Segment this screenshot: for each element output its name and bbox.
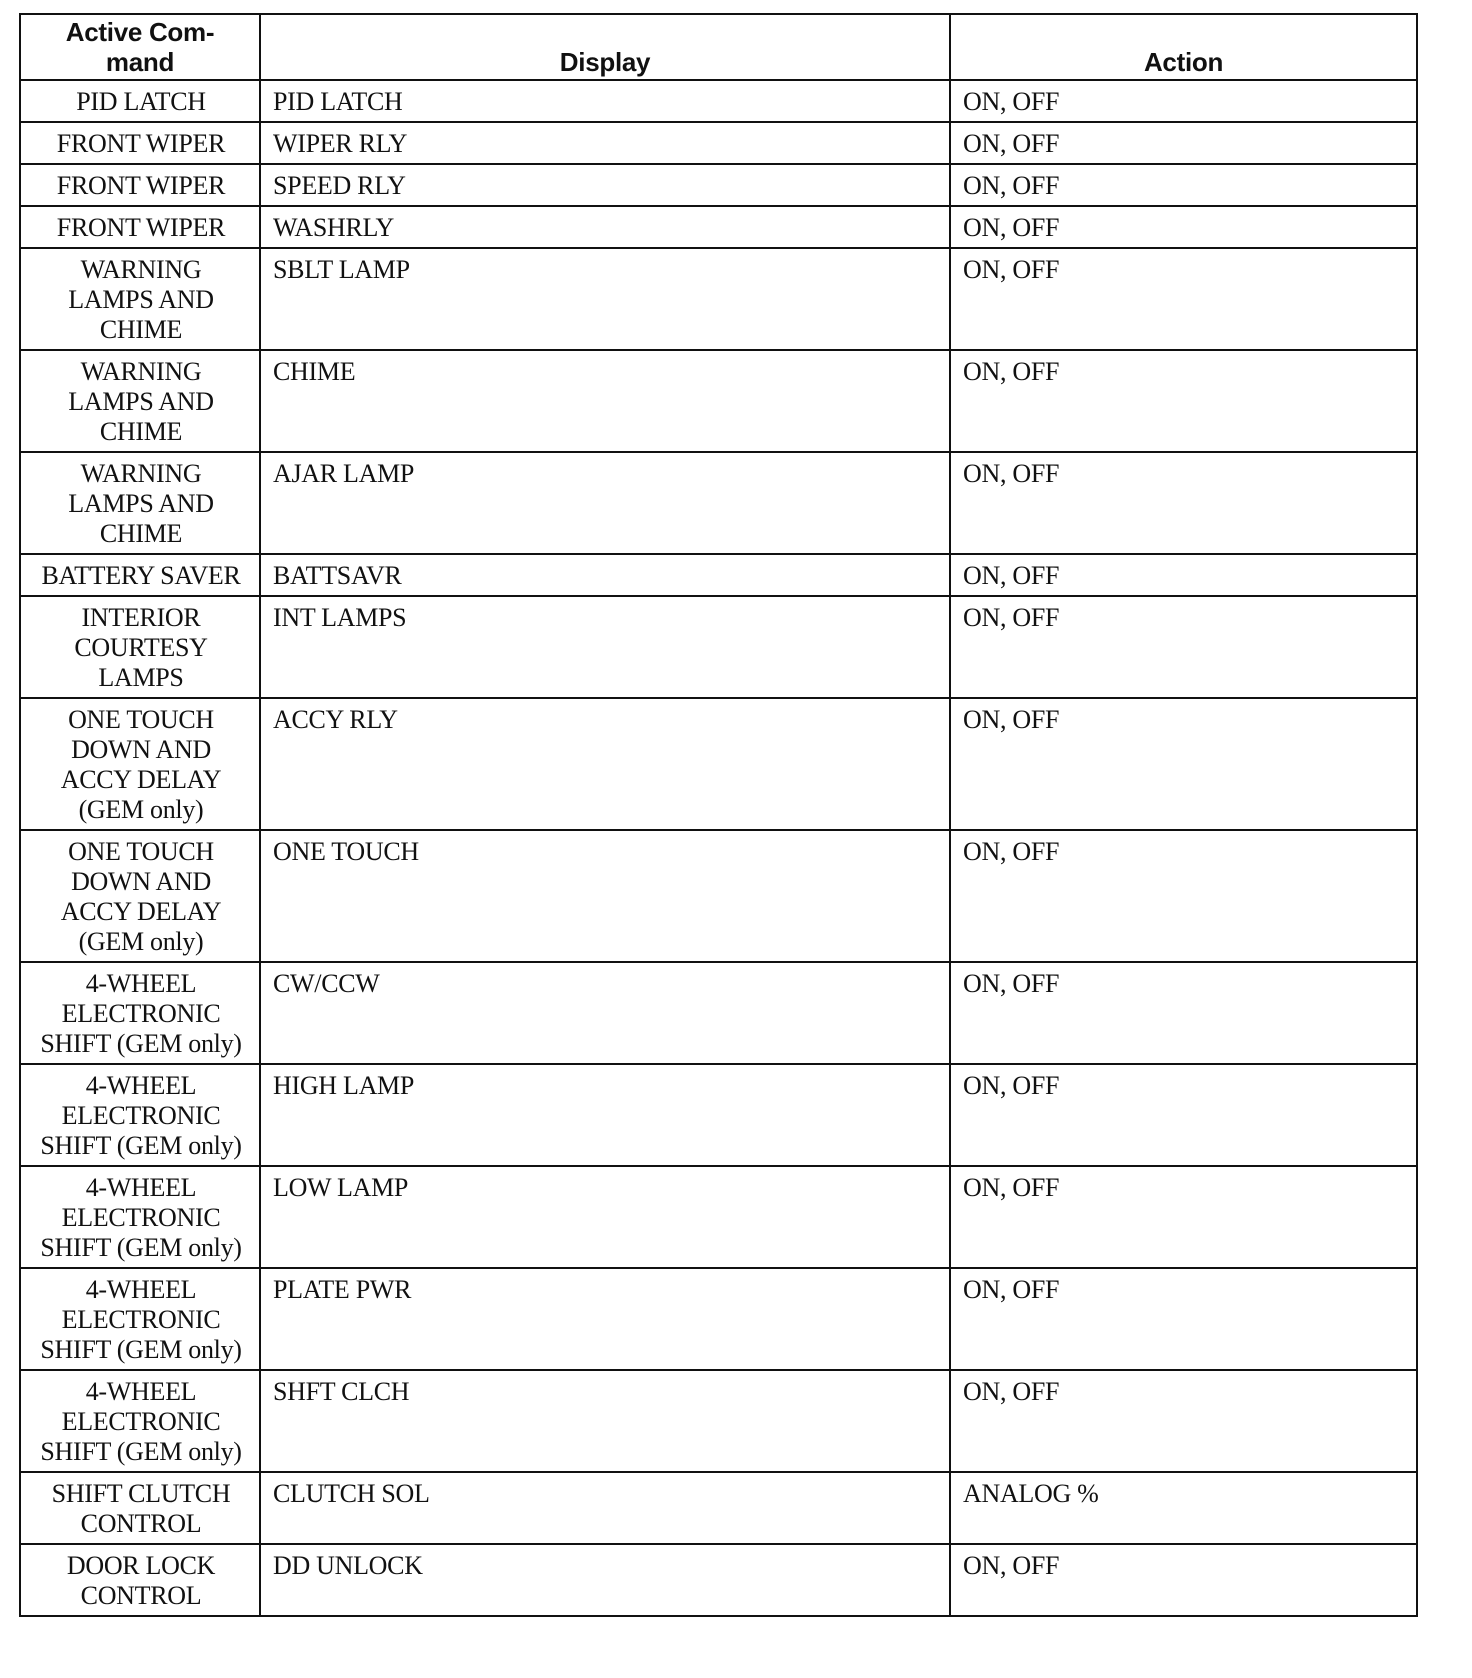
cell-action: ON, OFF	[950, 452, 1417, 554]
cell-action: ON, OFF	[950, 122, 1417, 164]
cell-display: LOW LAMP	[260, 1166, 950, 1268]
cell-action: ON, OFF	[950, 350, 1417, 452]
table-row	[20, 554, 1417, 596]
header-display: Display	[260, 14, 950, 80]
table-row	[20, 698, 1417, 830]
header-active-command: Active Com- mand	[20, 14, 260, 80]
header-action: Action	[950, 14, 1417, 80]
table-row	[20, 350, 1417, 452]
cell-display: WIPER RLY	[260, 122, 950, 164]
cell-command: PID LATCH	[20, 80, 260, 122]
cell-display: INT LAMPS	[260, 596, 950, 698]
table-row	[20, 1268, 1417, 1370]
cell-command: 4-WHEEL ELECTRONIC SHIFT (GEM only)	[20, 1268, 260, 1370]
cell-action: ON, OFF	[950, 164, 1417, 206]
cell-command: FRONT WIPER	[20, 164, 260, 206]
table-row	[20, 80, 1417, 122]
cell-command: WARNING LAMPS AND CHIME	[20, 350, 260, 452]
table-row	[20, 962, 1417, 1064]
cell-command: ONE TOUCH DOWN AND ACCY DELAY (GEM only)	[20, 830, 260, 962]
header-row	[20, 14, 1417, 80]
cell-command: BATTERY SAVER	[20, 554, 260, 596]
cell-command: INTERIOR COURTESY LAMPS	[20, 596, 260, 698]
cell-command: DOOR LOCK CONTROL	[20, 1544, 260, 1616]
table-row	[20, 452, 1417, 554]
cell-command: FRONT WIPER	[20, 122, 260, 164]
cell-action: ON, OFF	[950, 554, 1417, 596]
cell-command: FRONT WIPER	[20, 206, 260, 248]
table-row	[20, 206, 1417, 248]
cell-action: ON, OFF	[950, 1544, 1417, 1616]
cell-action: ON, OFF	[950, 1166, 1417, 1268]
cell-action: ON, OFF	[950, 1064, 1417, 1166]
table-row	[20, 830, 1417, 962]
cell-display: SPEED RLY	[260, 164, 950, 206]
active-command-table	[19, 13, 1418, 1617]
cell-command: WARNING LAMPS AND CHIME	[20, 452, 260, 554]
cell-action: ON, OFF	[950, 206, 1417, 248]
table-row	[20, 1544, 1417, 1616]
cell-display: HIGH LAMP	[260, 1064, 950, 1166]
cell-action: ON, OFF	[950, 962, 1417, 1064]
cell-action: ON, OFF	[950, 698, 1417, 830]
cell-action: ON, OFF	[950, 1370, 1417, 1472]
cell-display: AJAR LAMP	[260, 452, 950, 554]
table-row	[20, 1166, 1417, 1268]
cell-display: PLATE PWR	[260, 1268, 950, 1370]
cell-display: DD UNLOCK	[260, 1544, 950, 1616]
cell-action: ANALOG %	[950, 1472, 1417, 1544]
cell-command: ONE TOUCH DOWN AND ACCY DELAY (GEM only)	[20, 698, 260, 830]
cell-action: ON, OFF	[950, 830, 1417, 962]
cell-action: ON, OFF	[950, 1268, 1417, 1370]
cell-display: CW/CCW	[260, 962, 950, 1064]
table-row	[20, 596, 1417, 698]
cell-command: 4-WHEEL ELECTRONIC SHIFT (GEM only)	[20, 1370, 260, 1472]
table-row	[20, 248, 1417, 350]
table-row	[20, 164, 1417, 206]
cell-display: SBLT LAMP	[260, 248, 950, 350]
cell-action: ON, OFF	[950, 596, 1417, 698]
cell-display: PID LATCH	[260, 80, 950, 122]
table-row	[20, 1370, 1417, 1472]
cell-display: CLUTCH SOL	[260, 1472, 950, 1544]
cell-action: ON, OFF	[950, 80, 1417, 122]
cell-command: SHIFT CLUTCH CONTROL	[20, 1472, 260, 1544]
cell-display: BATTSAVR	[260, 554, 950, 596]
table-row	[20, 122, 1417, 164]
cell-action: ON, OFF	[950, 248, 1417, 350]
cell-command: WARNING LAMPS AND CHIME	[20, 248, 260, 350]
cell-display: ACCY RLY	[260, 698, 950, 830]
cell-display: WASHRLY	[260, 206, 950, 248]
cell-command: 4-WHEEL ELECTRONIC SHIFT (GEM only)	[20, 1166, 260, 1268]
table-row	[20, 1064, 1417, 1166]
cell-display: CHIME	[260, 350, 950, 452]
table-row	[20, 1472, 1417, 1544]
cell-display: SHFT CLCH	[260, 1370, 950, 1472]
cell-display: ONE TOUCH	[260, 830, 950, 962]
cell-command: 4-WHEEL ELECTRONIC SHIFT (GEM only)	[20, 962, 260, 1064]
cell-command: 4-WHEEL ELECTRONIC SHIFT (GEM only)	[20, 1064, 260, 1166]
